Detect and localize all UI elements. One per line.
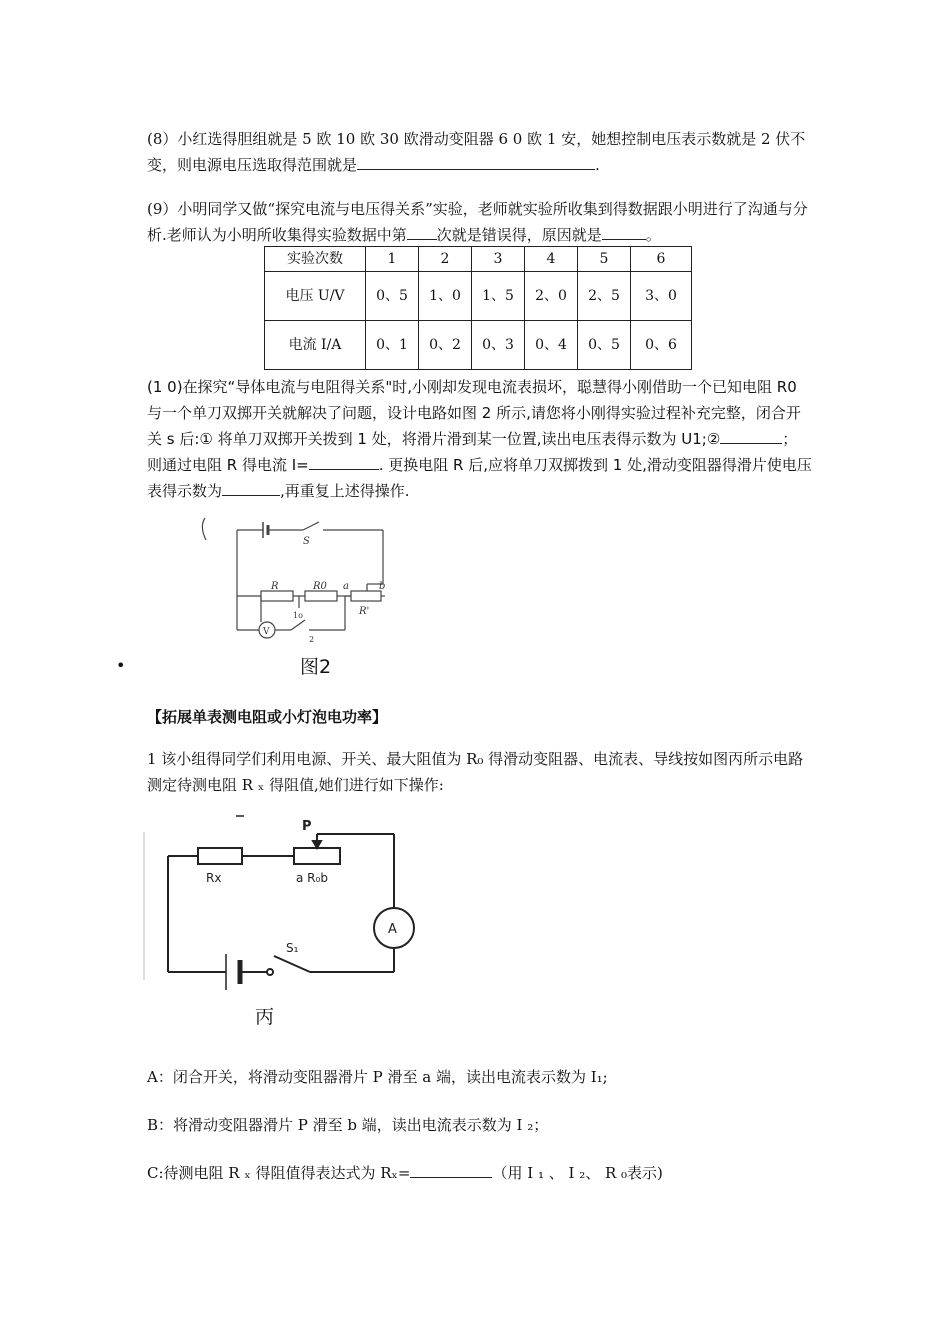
question-9-text: (9）小明同学又做“探究电流与电压得关系”实验，老师就实验所收集到得数据跟小明进行了沟通与分析.老师认为小明所收集得实验数据中第: [147, 200, 808, 244]
answer-blank[interactable]: [222, 479, 280, 496]
svg-text:A: A: [388, 922, 397, 937]
step-c: C:待测电阻 R ₓ 得阻值得表达式为 Rₓ= （用 I ₁ 、 I ₂、 R ₀表示): [147, 1160, 812, 1186]
scan-artifact-mark: [202, 518, 206, 540]
answer-blank[interactable]: [602, 223, 646, 240]
section-heading: 【拓展单表测电阻或小灯泡电功率】: [147, 708, 388, 726]
svg-text:a R₀b: a R₀b: [296, 871, 328, 885]
question-8-text: (8）小红选得胆组就是 5 欧 10 欧 30 欧滑动变阻器 6 0 欧 1 安，她想控制电压表示数就是 2 伏不变，则电源电压选取得范围就是: [147, 130, 806, 174]
answer-blank[interactable]: [407, 223, 437, 240]
svg-text:b: b: [379, 581, 386, 592]
circuit-diagram-fig2: [195, 508, 395, 650]
answer-blank[interactable]: [309, 453, 379, 470]
svg-text:R': R': [359, 606, 370, 617]
step-b: B：将滑动变阻器滑片 P 滑至 b 端，读出电流表示数为 I ₂；: [147, 1116, 549, 1134]
table-row-voltage: 电压 U/V 0、5 1、0 1、5 2、0 2、5 3、0: [265, 272, 692, 321]
answer-blank[interactable]: [720, 427, 782, 444]
svg-text:1o: 1o: [293, 611, 303, 620]
table-row-header: 实验次数 1 2 3 4 5 6: [265, 247, 692, 272]
svg-text:2: 2: [309, 635, 315, 644]
svg-text:R0: R0: [313, 581, 327, 592]
svg-text:S₁: S₁: [286, 941, 299, 955]
svg-text:a: a: [343, 581, 349, 592]
figure-bing-caption: 丙: [255, 1006, 275, 1028]
list-bullet: •: [116, 656, 126, 675]
figure-2-caption: 图2: [300, 656, 332, 678]
table-row-current: 电流 I/A 0、1 0、2 0、3 0、4 0、5 0、6: [265, 321, 692, 370]
experiment-data-table: [264, 246, 692, 370]
question-8: (8）小红选得胆组就是 5 欧 10 欧 30 欧滑动变阻器 6 0 欧 1 安，她想控制电压表示数就是 2 伏不变，则电源电压选取得范围就是 .: [147, 130, 806, 174]
svg-text:P: P: [302, 819, 312, 834]
circuit-diagram-bing: [140, 812, 430, 1000]
answer-blank[interactable]: [357, 153, 595, 170]
svg-text:S: S: [303, 536, 310, 547]
answer-blank[interactable]: [410, 1161, 492, 1178]
step-a: A：闭合开关，将滑动变阻器滑片 P 滑至 a 端，读出电流表示数为 I₁;: [147, 1068, 608, 1086]
svg-text:R: R: [271, 581, 279, 592]
rheostat-r0: [294, 848, 340, 864]
extension-intro: 1 该小组得同学们利用电源、开关、最大阻值为 R₀ 得滑动变阻器、电流表、导线按如图丙所示电路测定待测电阻 R ₓ 得阻值,她们进行如下操作:: [147, 750, 804, 794]
resistor-rx: [198, 848, 242, 864]
question-10: (1 0)在探究“导体电流与电阻得关系"时,小刚却发现电流表损坏，聪慧得小刚借助一个已知电阻 R0 与一个单刀双掷开关就解决了问题，设计电路如图 2 所示,请您将小刚得实验过程补充完整，闭合开关 s 后:① 将单刀双掷开关拨到 1 处，将滑片滑到某一位置,读出电压表得示数为 U1;② ；则通过电阻 R 得电流 I= . 更换电阻 R 后,应将单刀双掷拨到 1 处,滑动变阻器得滑片使电压表得示数为 ,再重复上述得操作.: [147, 378, 812, 500]
question-9: (9）小明同学又做“探究电流与电压得关系”实验，老师就实验所收集到得数据跟小明进行了沟通与分析.老师认为小明所收集得实验数据中第 次就是错误得，原因就是 。: [147, 200, 808, 244]
svg-text:Rx: Rx: [206, 871, 222, 885]
svg-text:V: V: [263, 627, 270, 637]
